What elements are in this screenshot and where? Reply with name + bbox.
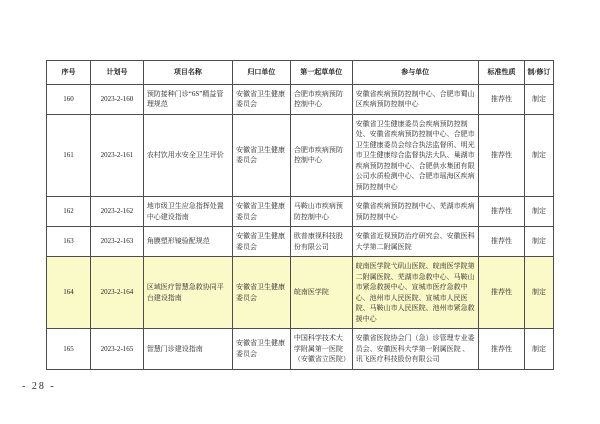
cell-revision-type: 制定 (525, 329, 554, 370)
table-row (47, 329, 554, 370)
cell-authority-unit: 安徽省卫生健康委员会 (233, 197, 291, 227)
cell-authority-unit: 安徽省卫生健康委员会 (233, 329, 291, 370)
cell-revision-type: 制定 (525, 197, 554, 227)
cell-first-drafting-unit: 合肥市疾病预防控制中心 (290, 84, 352, 114)
cell-first-drafting-unit: 欧普康视科技股份有限公司 (290, 227, 352, 257)
cell-participating-units: 安徽省医院协会门（急）诊管理专业委员会、安徽医科大学第一附属医院 、讯飞医疗科技股份有限公司 (352, 329, 478, 370)
cell-standard-nature: 推荐性 (478, 84, 524, 114)
table-row (47, 114, 554, 197)
cell-plan-no: 2023-2-161 (91, 114, 144, 197)
table-row (47, 257, 554, 329)
cell-standard-nature: 推荐性 (478, 114, 524, 197)
cell-participating-units: 安徽省疾病预防控制中心、芜湖市疾病预防控制中心 (352, 197, 478, 227)
table-row (47, 227, 554, 257)
col-header-first-drafting-unit: 第一起草单位 (290, 61, 352, 85)
cell-project-name: 地市级卫生应急指挥处置中心建设指南 (143, 197, 232, 227)
cell-standard-nature: 推荐性 (478, 197, 524, 227)
cell-project-name: 预防接种门诊“6S”精益管理规范 (143, 84, 232, 114)
col-header-seq: 序号 (47, 61, 91, 85)
col-header-plan-no: 计划号 (91, 61, 144, 85)
cell-standard-nature: 推荐性 (478, 257, 524, 329)
cell-first-drafting-unit: 合肥市疾病预防控制中心 (290, 114, 352, 197)
cell-participating-units: 安徽省近视预防治疗研究会、安徽医科大学第二附属医院 (352, 227, 478, 257)
cell-standard-nature: 推荐性 (478, 227, 524, 257)
cell-seq: 165 (47, 329, 91, 370)
cell-authority-unit: 安徽省卫生健康委员会 (233, 227, 291, 257)
standards-plan-table (46, 60, 554, 370)
cell-project-name: 区域医疗智慧急救协同平台建设指南 (143, 257, 232, 329)
cell-authority-unit: 安徽省卫生健康委员会 (233, 114, 291, 197)
cell-plan-no: 2023-2-162 (91, 197, 144, 227)
col-header-revision-type: 制/修订 (525, 61, 554, 85)
col-header-standard-nature: 标准性质 (478, 61, 524, 85)
cell-project-name: 智慧门诊建设指南 (143, 329, 232, 370)
cell-project-name: 农村饮用水安全卫生评价 (143, 114, 232, 197)
cell-participating-units: 皖南医学院弋矶山医院、皖南医学院第二附属医院、芜湖市急救中心、马鞍山市紧急救援中心、宣城市医疗急救中心、池州市人民医院、宣城市人民医院、马鞍山市人民医院、池州市紧急救援中心 (352, 257, 478, 329)
cell-plan-no: 2023-2-165 (91, 329, 144, 370)
cell-seq: 162 (47, 197, 91, 227)
cell-project-name: 角膜塑形镜验配规范 (143, 227, 232, 257)
table-header-row (47, 61, 554, 85)
cell-seq: 164 (47, 257, 91, 329)
table-row (47, 84, 554, 114)
cell-participating-units: 安徽省卫生健康委员会疾病预防控制处、安徽省疾病预防控制中心、合肥市卫生健康委员会综合执法监督所、明光市卫生健康综合监督执法大队、巢湖市疾病预防控制中心、合肥供水集团有限公司水质检测中心、合肥市瑶海区疾病预防控制中心 (352, 114, 478, 197)
cell-standard-nature: 推荐性 (478, 329, 524, 370)
cell-revision-type: 制定 (525, 114, 554, 197)
cell-revision-type: 制定 (525, 257, 554, 329)
cell-first-drafting-unit: 中国科学技术大学附属第一医院（安徽省立医院） (290, 329, 352, 370)
cell-revision-type: 制定 (525, 227, 554, 257)
col-header-project-name: 项目名称 (143, 61, 232, 85)
cell-authority-unit: 安徽省卫生健康委员会 (233, 84, 291, 114)
col-header-participating-units: 参与单位 (352, 61, 478, 85)
cell-plan-no: 2023-2-163 (91, 227, 144, 257)
cell-first-drafting-unit: 马鞍山市疾病预防控制中心 (290, 197, 352, 227)
cell-participating-units: 安徽省疾病预防控制中心、合肥市蜀山区疾病预防控制中心 (352, 84, 478, 114)
cell-authority-unit: 安徽省卫生健康委员会 (233, 257, 291, 329)
cell-plan-no: 2023-2-160 (91, 84, 144, 114)
table-row (47, 197, 554, 227)
cell-seq: 160 (47, 84, 91, 114)
page-number: - 28 - (22, 381, 56, 392)
cell-first-drafting-unit: 皖南医学院 (290, 257, 352, 329)
cell-seq: 163 (47, 227, 91, 257)
col-header-authority-unit: 归口单位 (233, 61, 291, 85)
cell-plan-no: 2023-2-164 (91, 257, 144, 329)
table-body (47, 84, 554, 369)
cell-revision-type: 制定 (525, 84, 554, 114)
cell-seq: 161 (47, 114, 91, 197)
